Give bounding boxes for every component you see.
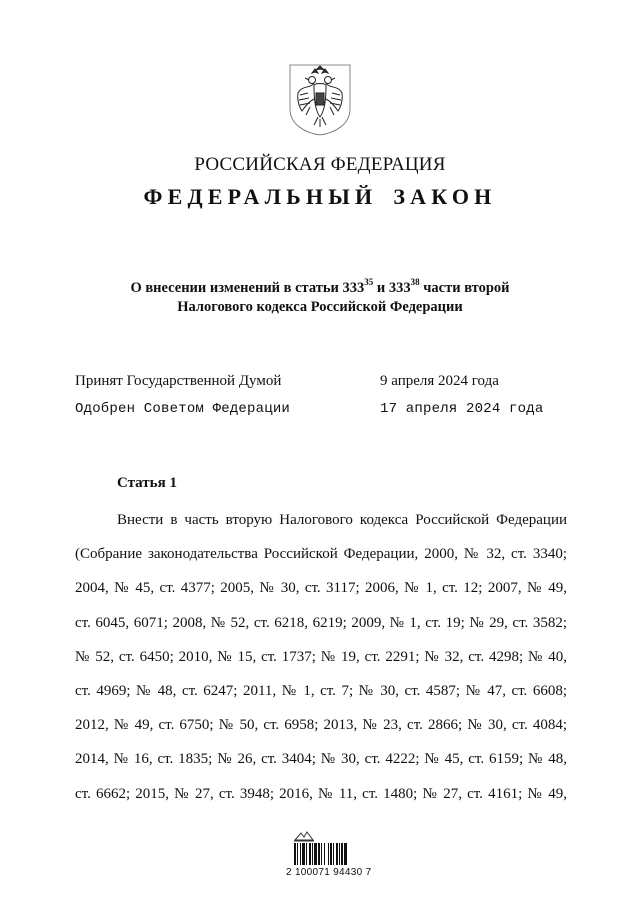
law-title-superscript: 35 <box>364 277 374 288</box>
law-title-part: и 333 <box>373 280 411 296</box>
law-type-word-2: ЗАКОН <box>393 184 497 209</box>
body-line: 2012, № 49, ст. 6750; № 50, ст. 6958; 2013, № 23, ст. 2866; № 30, ст. 4084; <box>75 717 567 734</box>
duma-label: Принят Государственной Думой <box>75 373 282 389</box>
barcode-number: 2 100071 94430 7 <box>286 867 372 878</box>
body-line: (Собрание законодательства Российской Федерации, 2000, № 32, ст. 3340; <box>75 546 567 563</box>
body-line: 2014, № 16, ст. 1835; № 26, ст. 3404; № 30, ст. 4222; № 45, ст. 6159; № 48, <box>75 751 567 768</box>
law-title <box>0 279 640 317</box>
law-title-part: О внесении изменений в статьи 333 <box>130 280 365 296</box>
body-line: Внести в часть вторую Налогового кодекса Российской Федерации <box>117 512 567 528</box>
body-line: 2004, № 45, ст. 4377; 2005, № 30, ст. 3117; 2006, № 1, ст. 12; 2007, № 49, <box>75 580 567 597</box>
law-title-line-2: Налогового кодекса Российской Федерации <box>177 299 463 315</box>
country-name: РОССИЙСКАЯ ФЕДЕРАЦИЯ <box>194 154 446 175</box>
body-line: № 52, ст. 6450; 2010, № 15, ст. 1737; № 19, ст. 2291; № 32, ст. 4298; № 40, <box>75 648 567 665</box>
printer-logo-icon <box>293 829 315 841</box>
russian-coat-of-arms-emblem <box>288 63 352 137</box>
law-title-part: части второй <box>419 280 510 296</box>
law-title-superscript: 38 <box>410 277 420 288</box>
body-line: ст. 6662; 2015, № 27, ст. 3948; 2016, № 11, ст. 1480; № 27, ст. 4161; № 49, <box>75 785 567 802</box>
barcode-icon <box>293 843 365 865</box>
law-type-word-1: ФЕДЕРАЛЬНЫЙ <box>143 184 378 209</box>
duma-date: 9 апреля 2024 года <box>380 373 499 389</box>
body-line: ст. 6045, 6071; 2008, № 52, ст. 6218, 6219; 2009, № 1, ст. 19; № 29, ст. 3582; <box>75 614 567 631</box>
council-date: 17 апреля 2024 года <box>380 401 544 417</box>
law-title-line-1 <box>0 279 640 298</box>
document-type-heading <box>0 184 640 210</box>
article-body <box>75 508 567 816</box>
article-heading: Статья 1 <box>117 475 177 491</box>
council-label: Одобрен Советом Федерации <box>75 401 291 417</box>
body-line: ст. 4969; № 48, ст. 6247; 2011, № 1, ст. 7; № 30, ст. 4587; № 47, ст. 6608; <box>75 682 567 699</box>
